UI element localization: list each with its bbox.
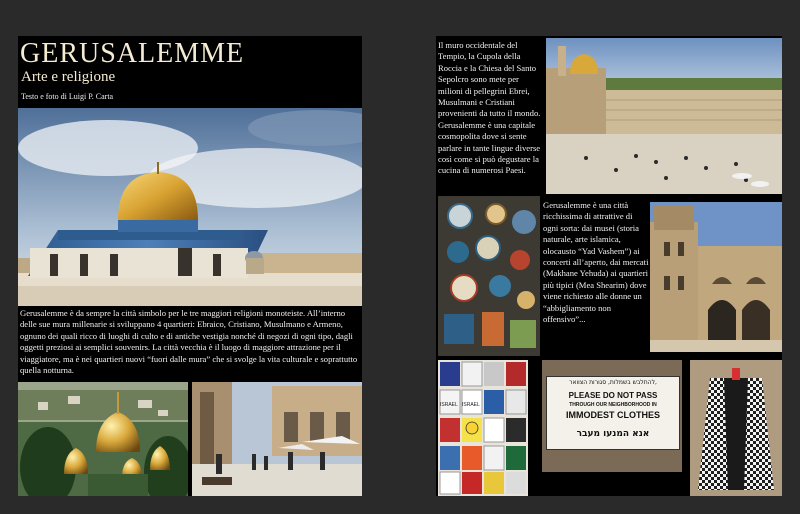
shirt-label: ISRAEL [440, 402, 458, 408]
western-wall-photo [546, 38, 782, 194]
keffiyeh-illustration [690, 360, 782, 496]
street-scene-photo [192, 382, 362, 496]
holy-sepulchre-photo [650, 202, 782, 352]
dome-of-the-rock-illustration [18, 108, 362, 306]
sign-bottom-hebrew: אנא המנעו מעבר [576, 429, 650, 439]
sign-top-hebrew: להתלבש בשמלות, סגורות הצוואר, [569, 379, 657, 386]
intro-paragraph: Gerusalemme è da sempre la città simbolo per le tre maggiori religioni monoteiste. All’interno delle sue mura millenarie si sviluppano 4 quartieri: Ebraico, Cristiano, Musulmano e Armeno, ognuno dei quali ricco di luoghi di culto e di antiche vestigia nonché di negozi di ogni tipo, dagli oggetti preziosi ai semplici souvenirs. La città vecchia è il luogo di maggiore attrazione per il viaggiatore, ma è nei quartieri nuovi “fuori dalle mura” che si svolge la vita culturale e soprattutto quella notturna. [20, 308, 358, 376]
page-subtitle: Arte e religione [21, 69, 116, 85]
left-page [18, 36, 362, 496]
modesty-sign-photo [542, 360, 682, 472]
western-wall-paragraph: Il muro occidentale del Tempio, la Cupola della Roccia e la Chiesa del Santo Sepolcro sono mete per milioni di pellegrini Ebrei, Musulmani e Cristiani provenienti da tutto il mondo. Gerusalemme è una capitale cosmopolita dove si sente parlare in tante lingue diverse così come si può degustare la cucina di numerosi Paesi. [438, 40, 541, 176]
market-ceramics-illustration [438, 196, 540, 356]
byline: Testo e foto di Luigi P. Carta [21, 92, 114, 101]
smiley-icon [466, 422, 478, 434]
attractions-paragraph: Gerusalemme è una città ricchissima di attrattive di ogni sorta: dai musei (storia naturale, arte islamica, olocausto “Yad Vashem”) ai concerti all’aperto, dai mercati (Makhane Yehuda) ai quartieri più tipici (Mea Shearim) dove viene richiesto alle donne un “abbigliamento non offensivo”... [543, 200, 649, 325]
sign-line-2: THROUGH OUR NEIGHBORHOOD IN [569, 402, 657, 408]
holy-sepulchre-illustration [650, 202, 782, 352]
shirts-shop-illustration [438, 360, 528, 496]
market-ceramics-photo [438, 196, 540, 356]
western-wall-illustration [546, 38, 782, 194]
street-scene-illustration [192, 382, 362, 496]
shirt-label: ISRAEL [462, 402, 480, 408]
modesty-sign [546, 376, 680, 450]
golden-domes-photo [18, 382, 188, 496]
right-page [436, 36, 782, 496]
sign-line-3: IMMODEST CLOTHES [566, 410, 660, 420]
dome-of-the-rock-photo [18, 108, 362, 306]
shirts-shop-photo [438, 360, 528, 496]
golden-domes-illustration [18, 382, 188, 496]
keffiyeh-photo [690, 360, 782, 496]
page-title: GERUSALEMME [20, 38, 245, 69]
title-block [18, 36, 362, 106]
sign-line-1: PLEASE DO NOT PASS [568, 391, 658, 400]
